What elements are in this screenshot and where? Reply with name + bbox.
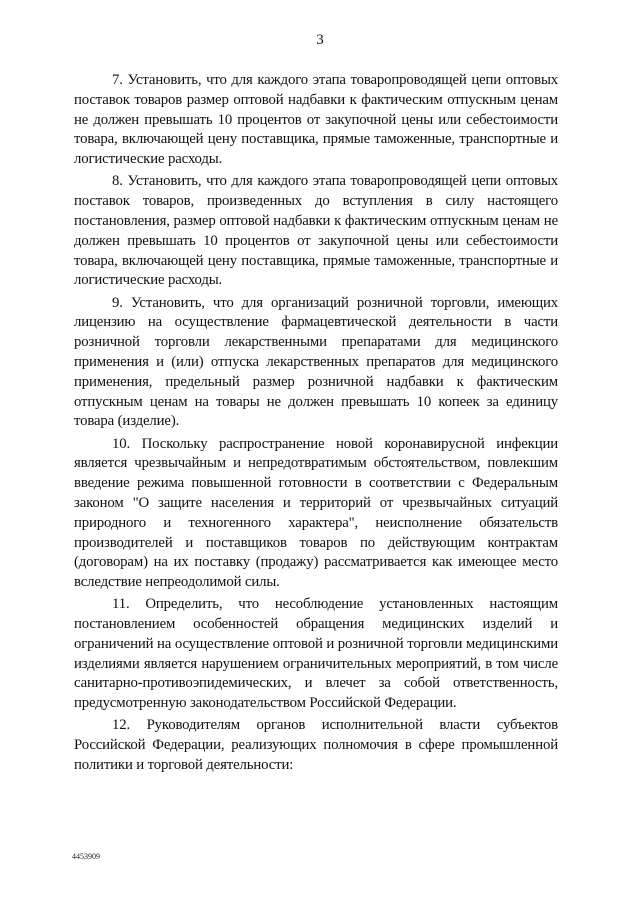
paragraph-8: 8. Установить, что для каждого этапа товаропроводящей цепи оптовых поставок товаров, произведенных до вступления в силу настоящего постановления, размер оптовой надбавки к фактическим отпускным ценам не должен превышать 10 процентов от закупочной цены или себестоимости товара, включающей цену поставщика, прямые таможенные, транспортные и логистические расходы. [74,173,558,289]
paragraph-7: 7. Установить, что для каждого этапа товаропроводящей цепи оптовых поставок товаров размер оптовой надбавки к фактическим отпускным ценам не должен превышать 10 процентов от закупочной цены или себестоимости товара, включающей цену поставщика, прямые таможенные, транспортные и логистические расходы. [74,72,558,168]
document-code: 4453909 [72,852,100,861]
document-body [74,71,558,778]
page-number: 3 [316,32,324,48]
paragraph-12: 12. Руководителям органов исполнительной власти субъектов Российской Федерации, реализующих полномочия в сфере промышленной политики и торговой деятельности: [74,717,558,774]
paragraph-9: 9. Установить, что для организаций розничной торговли, имеющих лицензию на осуществление фармацевтической деятельности в части розничной торговли лекарственными препаратами для медицинского применения и (или) отпуска лекарственных препаратов для медицинского применения, предельный размер розничной надбавки к фактическим отпускным ценам на товары не должен превышать 10 копеек за единицу товара (изделие). [74,294,558,430]
paragraph-11: 11. Определить, что несоблюдение установленных настоящим постановлением особенностей обращения медицинских изделий и ограничений на осуществление оптовой и розничной торговли медицинскими изделиями является нарушением ограничительных мероприятий, в том числе санитарно-противоэпидемических, и влечет за собой ответственность, предусмотренную законодательством Российской Федерации. [74,596,558,712]
paragraph-10: 10. Поскольку распространение новой коронавирусной инфекции является чрезвычайным и непредотвратимым обстоятельством, повлекшим введение режима повышенной готовности в соответствии с Федеральным законом "О защите населения и территорий от чрезвычайных ситуаций природного и техногенного характера", неисполнение обязательств производителей и поставщиков товаров по действующим контрактам (договорам) на их поставку (продажу) рассматривается как имеющее место вследствие непреодолимой силы. [74,435,558,591]
